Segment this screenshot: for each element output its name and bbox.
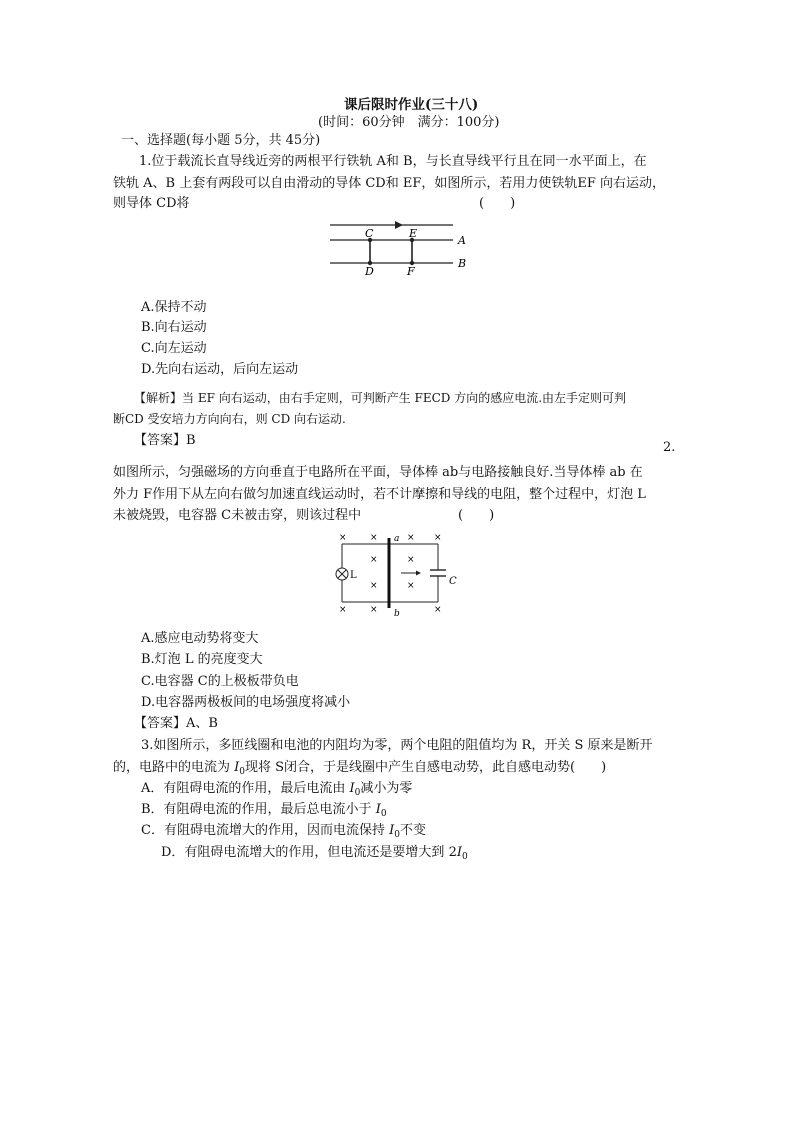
svg-text:×: × <box>370 555 378 565</box>
capacitor-icon <box>430 570 446 576</box>
label-lamp: L <box>350 570 357 581</box>
svg-text:×: × <box>370 581 378 591</box>
q1-answer: 【答案】B <box>134 433 196 448</box>
label-capacitor: C <box>449 576 457 587</box>
q1-option-d: D.先向右运动，后向左运动 <box>141 362 299 377</box>
q1-analysis-line2: 断CD 受安培力方向向右，则 CD 向右运动. <box>113 412 346 426</box>
label-rod-a: a <box>394 534 400 544</box>
q2-number: 2. <box>663 440 676 455</box>
q2-option-d: D.电容器两极板间的电场强度将减小 <box>141 695 351 710</box>
q1-option-b: B.向右运动 <box>141 320 207 335</box>
svg-text:×: × <box>434 533 442 543</box>
label-b: B <box>458 257 467 270</box>
q2-answer-bracket: ( ) <box>458 508 495 523</box>
svg-text:×: × <box>407 581 415 591</box>
label-a: A <box>458 234 466 247</box>
page-title: 课后限时作业(三十八) <box>344 97 479 113</box>
lamp-icon <box>336 568 348 580</box>
label-d: D <box>365 265 374 277</box>
label-rod-b: b <box>394 609 400 618</box>
q1-option-a: A.保持不动 <box>141 300 207 315</box>
current-arrow-icon <box>395 221 403 229</box>
velocity-arrow-icon <box>401 571 421 576</box>
label-e: E <box>409 227 418 240</box>
q1-stem-line3: 则导体 CD将 <box>113 196 190 211</box>
q3-option-d: D．有阻碍电流增大的作用，但电流还是要增大到 $2I_0$ <box>161 845 468 862</box>
q1-analysis-line1: 【解析】当 EF 向右运动，由右手定则，可判断产生 FECD 方向的感应电流.由左手定则可判 <box>134 391 627 405</box>
q1-option-c: C.向左运动 <box>141 341 207 356</box>
label-f: F <box>407 265 415 277</box>
q2-option-c: C.电容器 C的上极板带负电 <box>141 674 299 689</box>
q2-figure <box>330 530 460 618</box>
page-subtitle: (时间：60分钟 满分：100分) <box>318 115 500 130</box>
current-symbol: I <box>234 760 240 775</box>
svg-text:×: × <box>407 533 415 543</box>
q1-stem-line1: 1.位于载流长直导线近旁的两根平行铁轨 A和 B，与长直导线平行且在同一水平面上，在 <box>139 154 647 169</box>
q3-option-c: C．有阻碍电流增大的作用，因而电流保持 $I_0$不变 <box>141 823 426 840</box>
svg-text:×: × <box>370 605 378 615</box>
q3-stem-line1: 3.如图所示，多匝线圈和电池的内阻均为零，两个电阻的阻值均为 R，开关 S 原来是断开 <box>141 738 653 753</box>
svg-text:×: × <box>339 605 347 615</box>
q3-stem-line2: 的，电路中的电流为 $I_0$现将 S闭合，于是线圈中产生自感电动势，此自感电动势( ) <box>113 760 607 777</box>
q1-figure <box>325 215 475 277</box>
svg-text:×: × <box>339 533 347 543</box>
q2-option-b: B.灯泡 L 的亮度变大 <box>141 652 263 667</box>
q3-option-a: A．有阻碍电流的作用，最后电流由 $I_0$减小为零 <box>141 781 413 798</box>
label-c: C <box>365 227 374 240</box>
q3-option-b: B．有阻碍电流的作用，最后总电流小于 $I_0$ <box>141 802 387 819</box>
q2-stem-line2: 外力 F作用下从左向右做匀加速直线运动时，若不计摩擦和导线的电阻，整个过程中，灯泡 L <box>113 487 646 502</box>
q2-answer: 【答案】A、B <box>134 716 218 731</box>
svg-text:×: × <box>434 605 442 615</box>
svg-text:×: × <box>407 555 415 565</box>
q1-answer-bracket: ( ) <box>479 196 516 211</box>
section-heading: 一、选择题(每小题 5分，共 45分) <box>121 133 321 148</box>
q1-stem-line2: 铁轨 A、B 上套有两段可以自由滑动的导体 CD和 EF，如图所示，若用力使铁轨EF 向右运动， <box>113 176 665 191</box>
q2-stem-line1: 如图所示，匀强磁场的方向垂直于电路所在平面，导体棒 ab与电路接触良好.当导体棒 ab 在 <box>113 465 643 480</box>
q2-stem-line3: 未被烧毁，电容器 C未被击穿，则该过程中 <box>113 508 362 523</box>
q2-option-a: A.感应电动势将变大 <box>141 631 259 646</box>
svg-text:×: × <box>370 533 378 543</box>
